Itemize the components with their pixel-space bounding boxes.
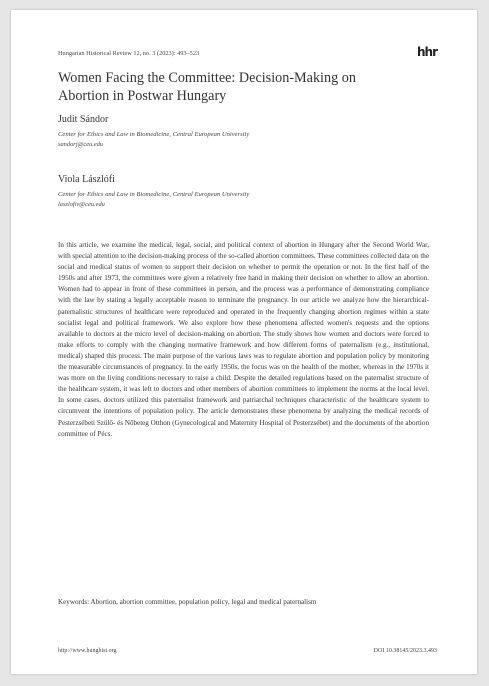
keywords: Keywords: Abortion, abortion committee, population policy, legal and medical paternalism: [58, 598, 317, 606]
author-affiliation: Center for Ethics and Law in Biomedicine, Central European University: [58, 131, 250, 138]
article-title: Women Facing the Committee: Decision-Making on Abortion in Postwar Hungary: [58, 70, 356, 104]
author-affiliation: Center for Ethics and Law in Biomedicine, Central European University: [58, 191, 250, 198]
abstract-text: In this article, we examine the medical, legal, social, and political context of abortion in Hungary after the Second World War, with special attention to the decision-making process of the so-called abortion committees. These committees collected data on the social and medical status of women to support their decision on whether to permit the operation or not. In the first half of the 1950s and after 1973, the committees were given a relatively free hand in making their decision on whether to allow an abortion. Women had to appear in front of these committees in person, and the process was a performance of demonstrating compliance with the law by stating a legally acceptable reason to terminate the pregnancy. In our article we analyze how the hierarchical-paternalistic structures of healthcare were reproduced and operated in the frequently changing abortion regimes within a state socialist legal and political framework. We also explore how these phenomena affected women's requests and the options available to doctors at the micro level of decision-making on abortion. The study shows how women and doctors were forced to make efforts to comply with the changing normative framework and how different forms of paternalism (e.g., institutional, medical) shaped this process. The main purpose of the various laws was to regulate abortion and population policy by monitoring the measurable circumstances of pregnancy. In the early 1950s, the focus was on the health of the mother, whereas in the 1970s it was more on the living conditions necessary to raise a child. Despite the detailed regulations based on the paternalist structure of the healthcare system, it was left to doctors and other members of abortion committees to implement the norms at the local level. In some cases, doctors utilized this paternalist framework and patriarchal techniques characteristic of the healthcare system to circumvent the intentions of population policy. The article demonstrates these phenomena by analyzing the medical records of Pesterzsébeti Szülő- és Nőbeteg Otthon (Gynecological and Maternity Hospital of Pesterzsébet) and the documents of the abortion committee of Pécs.: [58, 241, 429, 438]
author-email[interactable]: laszlofiv@ceu.edu: [58, 201, 105, 208]
journal-logo: hhr: [416, 45, 437, 59]
journal-header: Hungarian Historical Review 12, no. 3 (2023): 493–523: [58, 50, 200, 57]
footer-doi: DOI 10.38145/2023.3.493: [373, 648, 437, 654]
footer-url[interactable]: http://www.hunghist.org: [58, 648, 117, 654]
paper-page: [11, 10, 477, 674]
author-name: Judit Sándor: [58, 114, 109, 125]
author-email[interactable]: sandorj@ceu.edu: [58, 141, 104, 148]
author-block: [58, 173, 438, 210]
author-name: Viola Lászlófi: [58, 174, 115, 185]
author-block: [58, 113, 438, 150]
